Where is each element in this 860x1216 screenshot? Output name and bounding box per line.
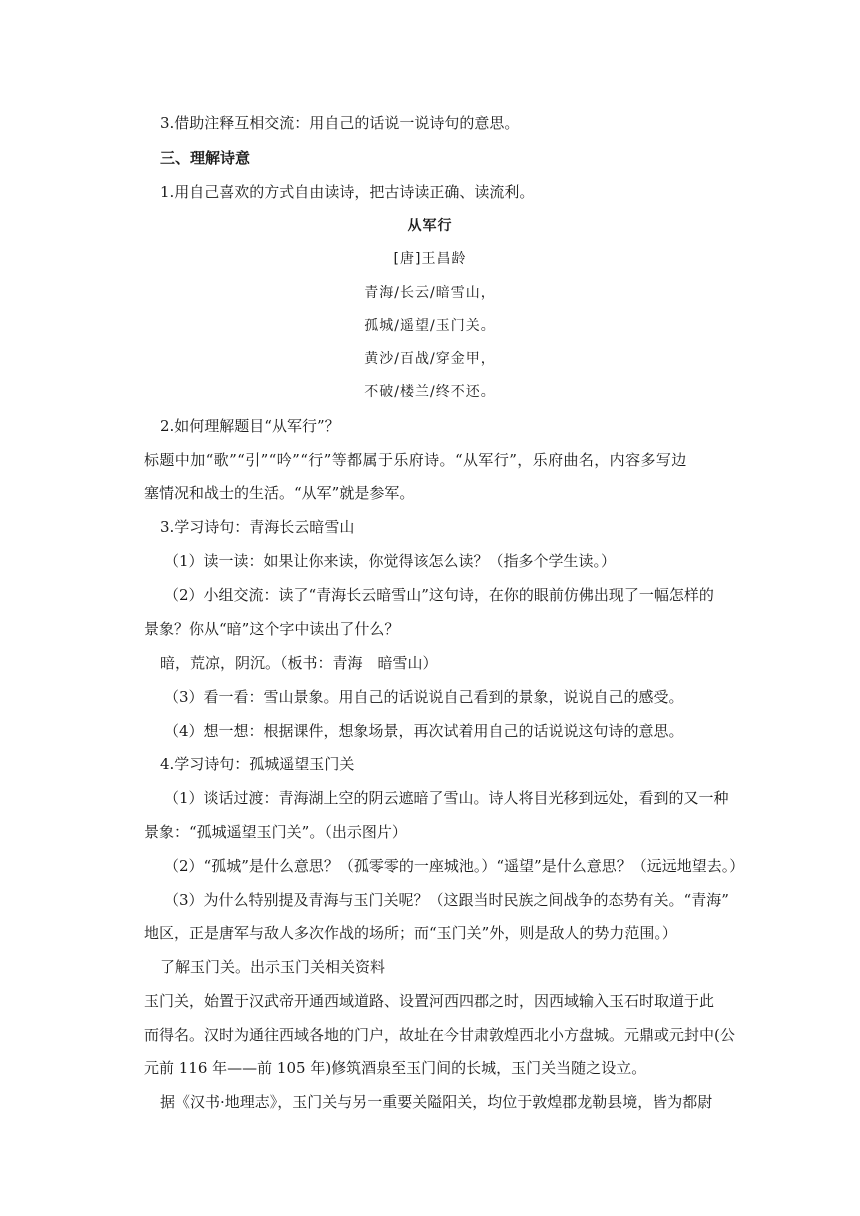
poem-line: 黄沙/百战/穿金甲， (364, 351, 496, 367)
step-line: （1）读一读：如果让你来读，你觉得该怎么读？（指多个学生读。） (164, 552, 617, 570)
paragraph-line: 而得名。汉时为通往西域各地的门户，故址在今甘肃敦煌西北小方盘城。元鼎或元封中(公 (144, 1026, 735, 1044)
paragraph-line: 据《汉书·地理志》，玉门关与另一重要关隘阳关，均位于敦煌郡龙勒县境，皆为都尉 (160, 1093, 713, 1111)
paragraph-line: 玉门关，始置于汉武帝开通西域道路、设置河西四郡之时，因西域输入玉石时取道于此 (144, 992, 715, 1010)
poem-line: 青海/长云/暗雪山， (364, 285, 496, 301)
step-line: （3）为什么特别提及青海与玉门关呢？（这跟当时民族之间战争的态势有关。“青海” (164, 891, 729, 909)
step-line: （1）谈话过渡：青海湖上空的阴云遮暗了雪山。诗人将目光移到远处，看到的又一种 (164, 789, 729, 807)
instruction-line: 3.借助注释互相交流：用自己的话说一说诗句的意思。 (160, 114, 520, 132)
paragraph-line: 元前 116 年——前 105 年)修筑酒泉至玉门间的长城，玉门关当随之设立。 (144, 1059, 647, 1077)
poem-title: 从军行 (407, 218, 453, 234)
poem-line: 孤城/遥望/玉门关。 (364, 318, 496, 334)
poem-line: 不破/楼兰/终不还。 (364, 384, 496, 400)
step-line: （2）小组交流：读了“青海长云暗雪山”这句诗，在你的眼前仿佛出现了一幅怎样的 (164, 586, 714, 604)
paragraph-line: 塞情况和战士的生活。“从军”就是参军。 (144, 484, 415, 502)
paragraph-line: 地区，正是唐军与敌人多次作战的场所；而“玉门关”外，则是敌人的势力范围。） (144, 924, 677, 942)
question-heading: 3.学习诗句：青海长云暗雪山 (160, 518, 355, 536)
step-line: （3）看一看：雪山景象。用自己的话说说自己看到的景象，说说自己的感受。 (164, 688, 684, 706)
question-heading: 2.如何理解题目“从军行”？ (160, 417, 340, 435)
poem-author: [唐]王昌龄 (393, 251, 467, 267)
paragraph-line: 了解玉门关。出示玉门关相关资料 (160, 958, 386, 976)
step-line: （2）“孤城”是什么意思？（孤零零的一座城池。）“遥望”是什么意思？（远远地望去。） (164, 857, 745, 875)
paragraph-line: 标题中加“歌”“引”“吟”“行”等都属于乐府诗。“从军行”，乐府曲名，内容多写边 (144, 451, 687, 469)
paragraph-line: 景象：“孤城遥望玉门关”。（出示图片） (144, 823, 407, 841)
section-heading: 三、理解诗意 (160, 149, 251, 167)
paragraph-line: 景象？你从“暗”这个字中读出了什么？ (144, 620, 400, 638)
instruction-line: 1.用自己喜欢的方式自由读诗，把古诗读正确、读流利。 (160, 183, 535, 201)
question-heading: 4.学习诗句：孤城遥望玉门关 (160, 755, 355, 773)
step-line: （4）想一想：根据课件，想象场景，再次试着用自己的话说说这句诗的意思。 (164, 722, 684, 740)
paragraph-line: 暗，荒凉，阴沉。（板书：青海 暗雪山） (160, 654, 438, 672)
